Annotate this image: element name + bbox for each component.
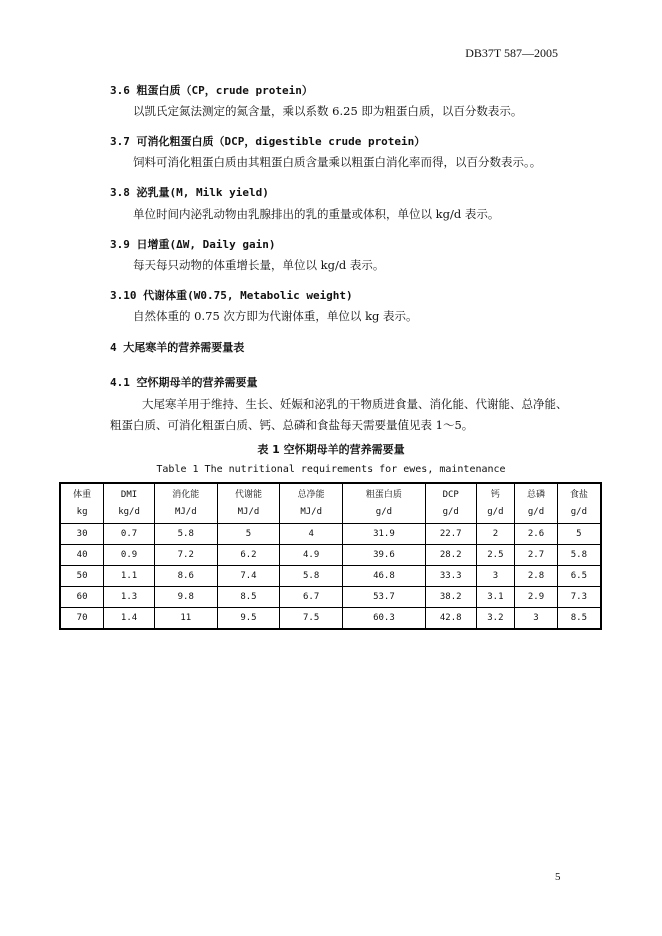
table-cell: 1.1	[104, 566, 155, 587]
table-cell: 1.4	[104, 608, 155, 630]
table-cell: 4	[280, 524, 343, 545]
table-cell: 42.8	[425, 608, 476, 630]
table-cell: 28.2	[425, 545, 476, 566]
table-cell: 7.2	[154, 545, 217, 566]
table-cell: 38.2	[425, 587, 476, 608]
table-header-row	[60, 483, 601, 524]
table-cell: 53.7	[343, 587, 426, 608]
section-body-3-9: 每天每只动物的体重增长量，单位以 kg/d 表示。	[133, 258, 385, 272]
table-cell: 46.8	[343, 566, 426, 587]
table-cell: 40	[60, 545, 104, 566]
table-cell: 6.7	[280, 587, 343, 608]
col-header: 消化能 MJ/d	[154, 483, 217, 524]
paragraph-line-1: 大尾寒羊用于维持、生长、妊娠和泌乳的干物质进食量、消化能、代谢能、总净能、	[142, 397, 568, 411]
table-cell: 3	[515, 608, 558, 630]
section-heading-4-1: 4.1 空怀期母羊的营养需要量	[110, 376, 258, 389]
table-cell: 1.3	[104, 587, 155, 608]
table-cell: 22.7	[425, 524, 476, 545]
table-cell: 0.9	[104, 545, 155, 566]
col-header: 总净能 MJ/d	[280, 483, 343, 524]
table-caption-cn: 表 1 空怀期母羊的营养需要量	[257, 443, 405, 456]
table-cell: 11	[154, 608, 217, 630]
nutrition-table	[59, 482, 602, 630]
col-header: DCP g/d	[425, 483, 476, 524]
col-header: 体重 kg	[60, 483, 104, 524]
table-cell: 0.7	[104, 524, 155, 545]
section-heading-3-8: 3.8 泌乳量(M, Milk yield)	[110, 186, 269, 199]
table-cell: 6.5	[557, 566, 601, 587]
table-cell: 8.5	[557, 608, 601, 630]
table-cell: 70	[60, 608, 104, 630]
col-header: 代谢能 MJ/d	[217, 483, 280, 524]
table-cell: 5	[217, 524, 280, 545]
table-cell: 2.7	[515, 545, 558, 566]
col-header: 钙 g/d	[476, 483, 515, 524]
table-cell: 50	[60, 566, 104, 587]
table-cell: 5.8	[154, 524, 217, 545]
table-cell: 5	[557, 524, 601, 545]
table-row	[60, 524, 601, 545]
table-cell: 7.5	[280, 608, 343, 630]
doc-code-header: DB37T 587—2005	[465, 46, 558, 60]
table-cell: 60	[60, 587, 104, 608]
section-body-3-6: 以凯氏定氮法测定的氮含量，乘以系数 6.25 即为粗蛋白质，以百分数表示。	[133, 104, 523, 118]
chapter-4-heading: 4 大尾寒羊的营养需要量表	[110, 341, 245, 354]
table-cell: 5.8	[280, 566, 343, 587]
col-header: 粗蛋白质 g/d	[343, 483, 426, 524]
section-heading-3-7: 3.7 可消化粗蛋白质（DCP，digestible crude protein）	[110, 135, 426, 148]
table-cell: 9.5	[217, 608, 280, 630]
col-header: 食盐 g/d	[557, 483, 601, 524]
table-cell: 8.6	[154, 566, 217, 587]
table-cell: 2.6	[515, 524, 558, 545]
table-cell: 7.3	[557, 587, 601, 608]
section-body-3-8: 单位时间内泌乳动物由乳腺排出的乳的重量或体积，单位以 kg/d 表示。	[133, 207, 500, 221]
section-heading-3-10: 3.10 代谢体重(W0.75, Metabolic weight)	[110, 289, 353, 302]
table-cell: 2.8	[515, 566, 558, 587]
table-cell: 3.1	[476, 587, 515, 608]
table-cell: 2.5	[476, 545, 515, 566]
col-header: DMI kg/d	[104, 483, 155, 524]
table-cell: 3.2	[476, 608, 515, 630]
table-cell: 31.9	[343, 524, 426, 545]
col-header: 总磷 g/d	[515, 483, 558, 524]
table-cell: 9.8	[154, 587, 217, 608]
table-cell: 2	[476, 524, 515, 545]
table-cell: 4.9	[280, 545, 343, 566]
table-cell: 7.4	[217, 566, 280, 587]
section-body-3-7: 饲料可消化粗蛋白质由其粗蛋白质含量乘以粗蛋白消化率而得，以百分数表示。。	[133, 155, 542, 169]
table-cell: 5.8	[557, 545, 601, 566]
table-caption-en: Table 1 The nutritional requirements for ewes, maintenance	[156, 464, 506, 475]
table-cell: 30	[60, 524, 104, 545]
section-body-3-10: 自然体重的 0.75 次方即为代谢体重，单位以 kg 表示。	[133, 309, 418, 323]
table-row	[60, 608, 601, 630]
section-heading-3-9: 3.9 日增重(ΔW, Daily gain)	[110, 238, 276, 251]
table-row	[60, 587, 601, 608]
table-cell: 3	[476, 566, 515, 587]
table-cell: 60.3	[343, 608, 426, 630]
table-cell: 2.9	[515, 587, 558, 608]
page-number: 5	[555, 871, 561, 883]
table-row	[60, 545, 601, 566]
table-cell: 6.2	[217, 545, 280, 566]
table-row	[60, 566, 601, 587]
table-cell: 8.5	[217, 587, 280, 608]
section-heading-3-6: 3.6 粗蛋白质（CP，crude protein）	[110, 84, 313, 97]
table-cell: 33.3	[425, 566, 476, 587]
paragraph-line-2: 粗蛋白质、可消化粗蛋白质、钙、总磷和食盐每天需要量值见表 1～5。	[110, 418, 474, 432]
table-cell: 39.6	[343, 545, 426, 566]
